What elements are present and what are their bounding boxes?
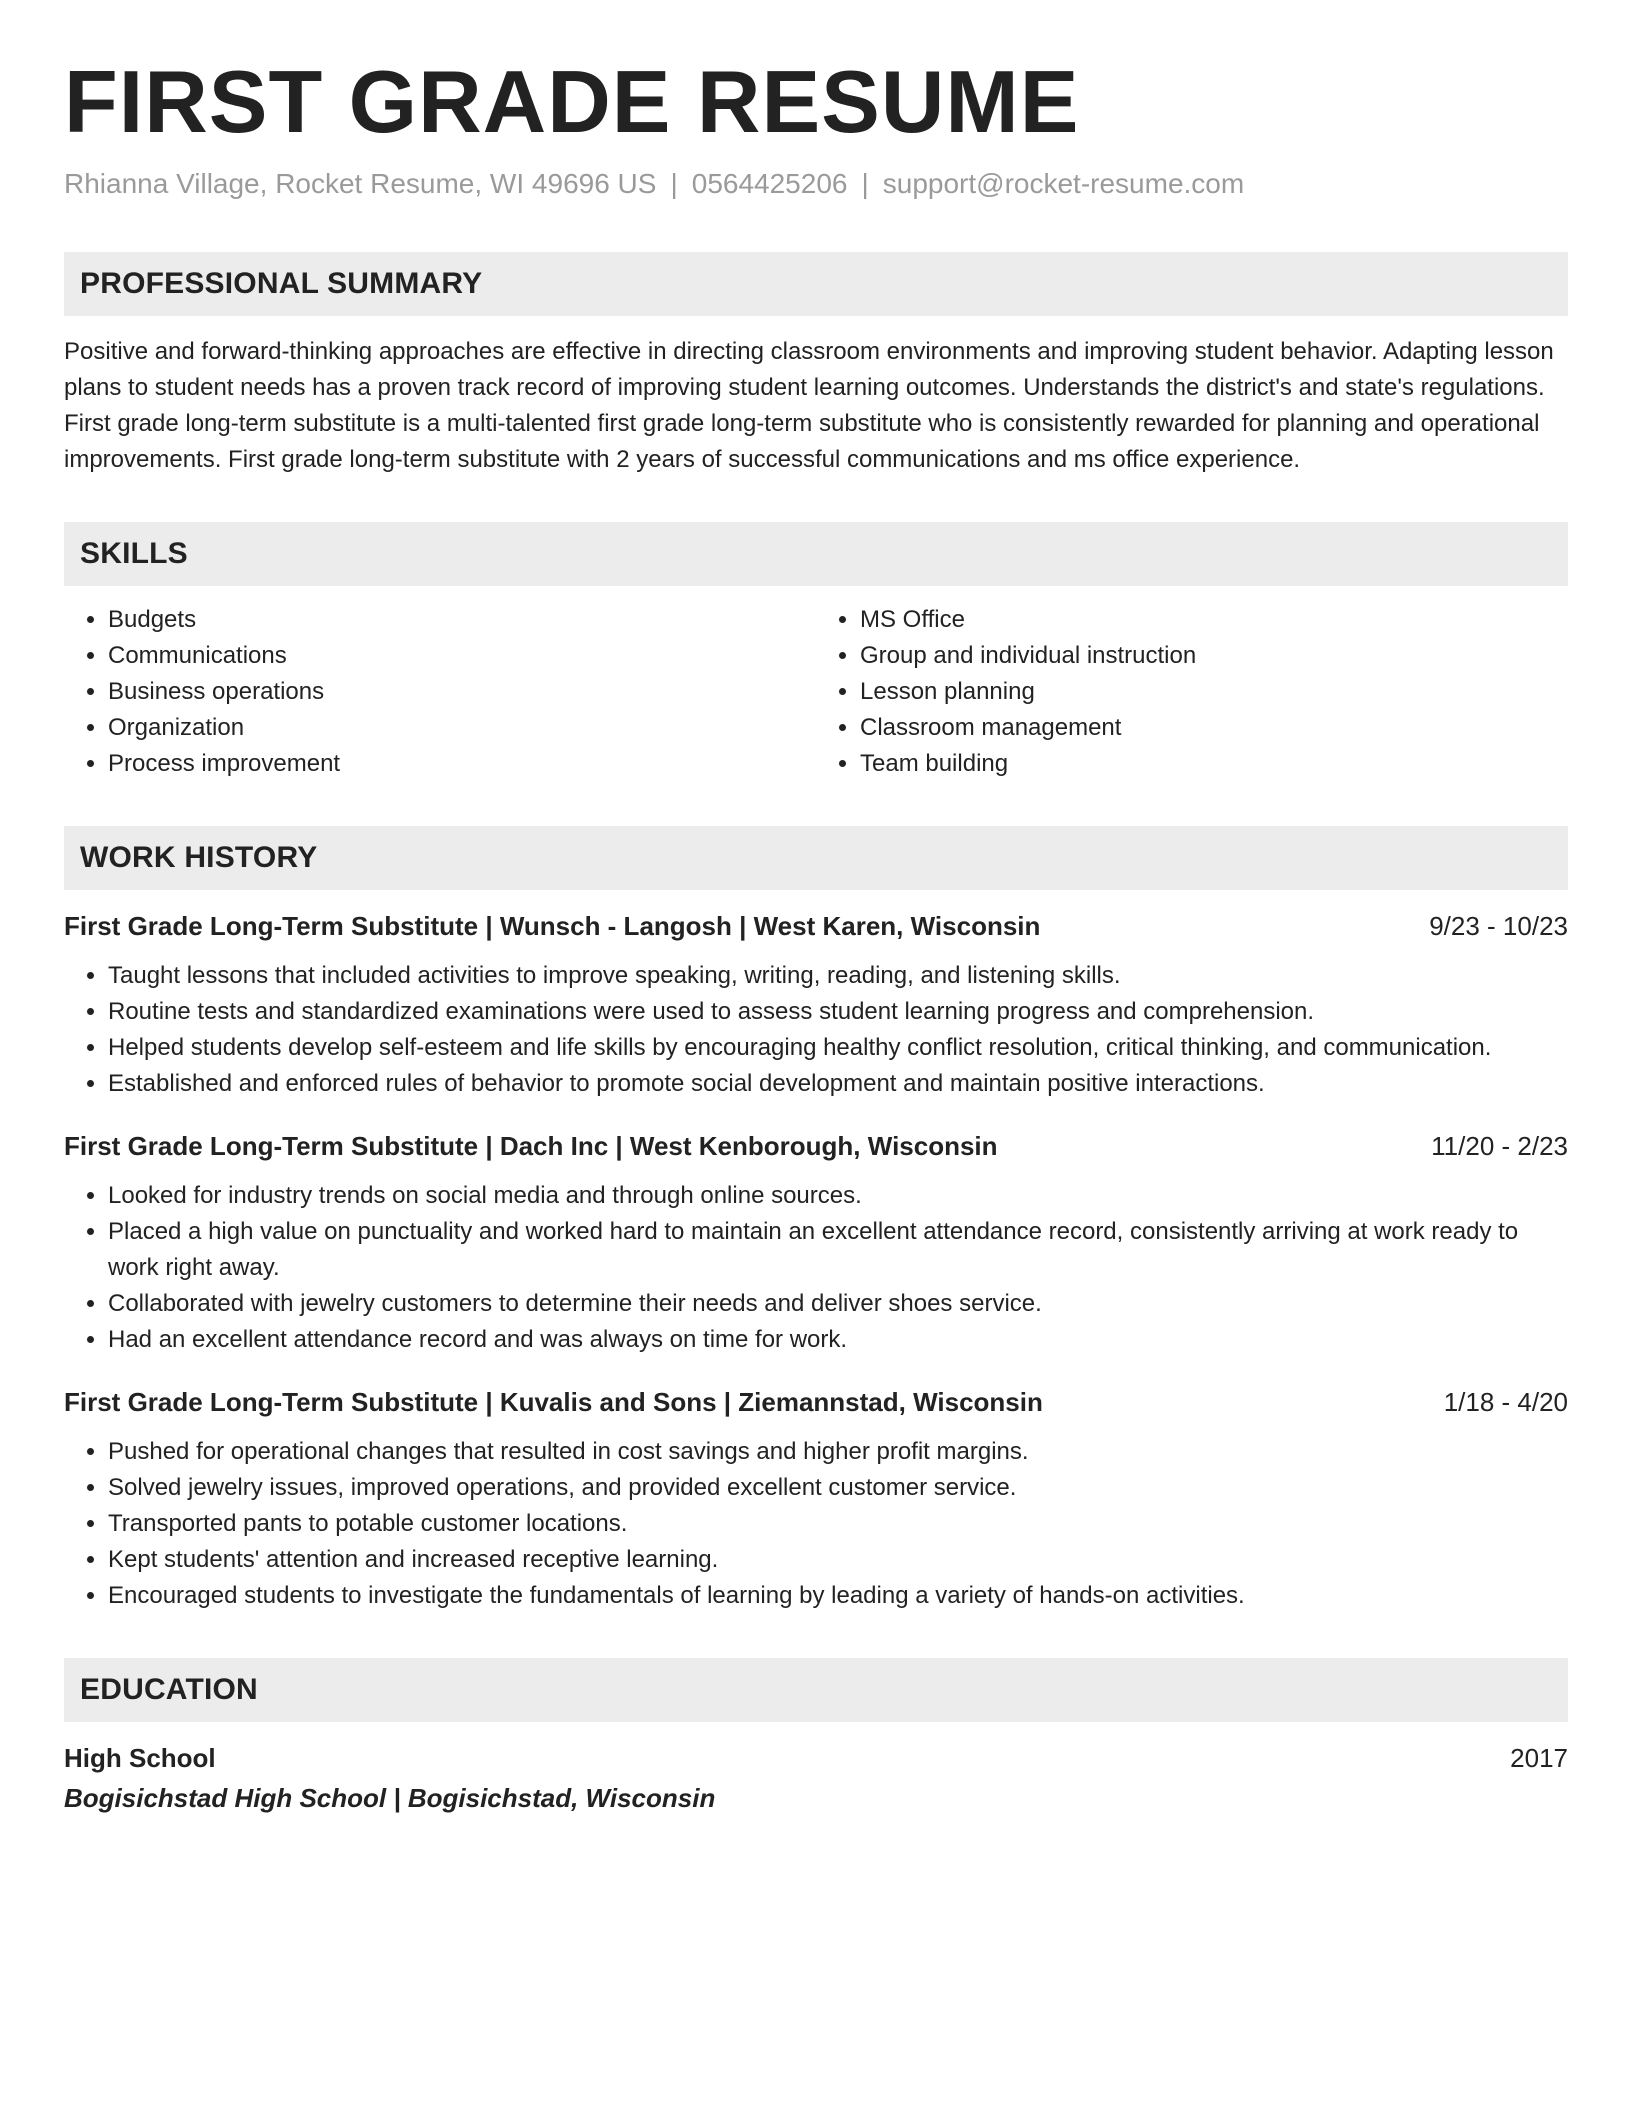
job-bullet: • Routine tests and standardized examinations were used to assess student learning progress and comprehension. xyxy=(108,994,1568,1030)
job-bullet: • Looked for industry trends on social media and through online sources. xyxy=(108,1178,1568,1214)
skill-item: • Business operations xyxy=(108,674,816,710)
contact-address: Rhianna Village, Rocket Resume, WI 49696 US xyxy=(64,168,657,199)
job-title: First Grade Long-Term Substitute | Dach Inc | West Kenborough, Wisconsin xyxy=(64,1131,998,1161)
job-bullets xyxy=(64,1178,1568,1358)
skill-item: • Lesson planning xyxy=(860,674,1568,710)
job-bullet: • Transported pants to potable customer locations. xyxy=(108,1506,1568,1542)
job-title: First Grade Long-Term Substitute | Wunsch - Langosh | West Karen, Wisconsin xyxy=(64,911,1041,941)
job-header xyxy=(64,1128,1568,1164)
job-dates: 11/20 - 2/23 xyxy=(1431,1131,1568,1161)
contact-phone: 0564425206 xyxy=(691,168,848,199)
contact-separator: | xyxy=(670,168,678,199)
job-bullet: • Collaborated with jewelry customers to determine their needs and deliver shoes service. xyxy=(108,1286,1568,1322)
job-dates: 1/18 - 4/20 xyxy=(1443,1387,1568,1417)
contact-email: support@rocket-resume.com xyxy=(882,168,1245,199)
contact-separator: | xyxy=(861,168,869,199)
job-entry xyxy=(64,908,1568,1102)
skill-item: • Communications xyxy=(108,638,816,674)
job-bullet: • Helped students develop self-esteem and life skills by encouraging healthy conflict resolution, critical thinking, and communication. xyxy=(108,1030,1568,1066)
job-bullet: • Placed a high value on punctuality and worked hard to maintain an excellent attendance record, consistently arriving at work ready to work right away. xyxy=(108,1214,1568,1286)
summary-text: Positive and forward-thinking approaches are effective in directing classroom environments and improving student behavior. Adapting lesson plans to student needs has a proven track record of improving student learning outcomes. Understands the district's and state's regulations. First grade long-term substitute is a multi-talented first grade long-term substitute who is consistently rewarded for planning and operational improvements. First grade long-term substitute with 2 years of successful communications and ms office experience. xyxy=(64,338,1554,473)
job-bullet: • Had an excellent attendance record and was always on time for work. xyxy=(108,1322,1568,1358)
section-heading-work-history: WORK HISTORY xyxy=(64,826,1568,890)
skill-item: • Budgets xyxy=(108,602,816,638)
job-entry xyxy=(64,1128,1568,1358)
job-bullet: • Kept students' attention and increased receptive learning. xyxy=(108,1542,1568,1578)
education-school: Bogisichstad High School | Bogisichstad, Wisconsin xyxy=(64,1783,716,1813)
job-bullet: • Taught lessons that included activities to improve speaking, writing, reading, and listening skills. xyxy=(108,958,1568,994)
education-header xyxy=(64,1740,1568,1776)
job-bullets xyxy=(64,958,1568,1102)
job-bullet: • Established and enforced rules of behavior to promote social development and maintain positive interactions. xyxy=(108,1066,1568,1102)
job-entry xyxy=(64,1384,1568,1614)
job-header xyxy=(64,1384,1568,1420)
job-bullets xyxy=(64,1434,1568,1614)
skill-item: • MS Office xyxy=(860,602,1568,638)
skill-item: • Team building xyxy=(860,746,1568,782)
job-bullet: • Encouraged students to investigate the fundamentals of learning by leading a variety of hands-on activities. xyxy=(108,1578,1568,1614)
skills-list xyxy=(64,602,1568,782)
skills-column-right xyxy=(816,602,1568,782)
section-heading-education: EDUCATION xyxy=(64,1658,1568,1722)
skill-item: • Group and individual instruction xyxy=(860,638,1568,674)
job-dates: 9/23 - 10/23 xyxy=(1429,911,1568,941)
education-year: 2017 xyxy=(1510,1743,1568,1773)
section-heading-summary: PROFESSIONAL SUMMARY xyxy=(64,252,1568,316)
resume-title: FIRST GRADE RESUME xyxy=(64,52,1080,151)
job-bullet: • Solved jewelry issues, improved operations, and provided excellent customer service. xyxy=(108,1470,1568,1506)
section-heading-skills: SKILLS xyxy=(64,522,1568,586)
skill-item: • Organization xyxy=(108,710,816,746)
job-header xyxy=(64,908,1568,944)
job-title: First Grade Long-Term Substitute | Kuvalis and Sons | Ziemannstad, Wisconsin xyxy=(64,1387,1043,1417)
education-degree: High School xyxy=(64,1743,216,1773)
skill-item: • Process improvement xyxy=(108,746,816,782)
skills-column-left xyxy=(64,602,816,782)
contact-line xyxy=(64,166,1568,202)
skill-item: • Classroom management xyxy=(860,710,1568,746)
job-bullet: • Pushed for operational changes that resulted in cost savings and higher profit margins. xyxy=(108,1434,1568,1470)
